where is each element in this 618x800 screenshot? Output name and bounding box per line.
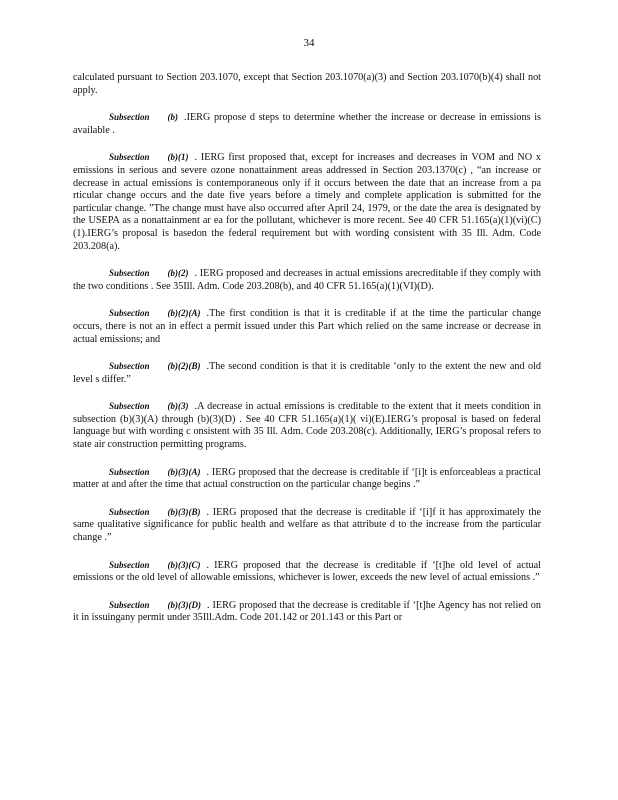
subsection-label: Subsection [109, 466, 150, 477]
paragraph [73, 72, 541, 97]
subsection-number: (b)(3)(D) [167, 599, 201, 610]
subsection-number: (b)(1) [167, 152, 189, 163]
paragraph [73, 111, 541, 137]
paragraph [73, 559, 541, 585]
subsection-number: (b)(3)(A) [167, 466, 201, 477]
subsection-label: Subsection [109, 268, 150, 279]
paragraph [73, 466, 541, 492]
paragraph-text: .IERG propose d steps to determine whether the increase or decrease in emissions is available . [73, 112, 541, 136]
document-body [73, 72, 541, 639]
paragraph-text: . IERG proposed that the decrease is creditable if ‘[i]t is enforceableas a practical matter at and after the time that actual construction on the particular change begins .” [73, 466, 541, 491]
paragraph-text: . IERG proposed and decreases in actual emissions arecreditable if they comply with the two conditions . See 35Ill. Adm. Code 203.208(b), and 40 CFR 51.165(a)(1)(VI)(D). [73, 268, 541, 292]
subsection-label: Subsection [109, 361, 150, 372]
subsection-label: Subsection [109, 152, 150, 163]
paragraph-text: . IERG proposed that the decrease is creditable if ‘[i]f it has approximately the same qualitative significance for public health and welfare as that attribute d to the increase from the particular change .” [73, 506, 541, 544]
subsection-number: (b)(2)(A) [167, 308, 201, 319]
subsection-label: Subsection [109, 599, 150, 610]
paragraph-text: . IERG proposed that the decrease is creditable if ‘[t]he old level of actual emissions or the old level of allowable emissions, whichever is lower, exceeds the new level of actual emissions .” [73, 559, 541, 584]
subsection-label: Subsection [109, 559, 150, 570]
subsection-number: (b)(2)(B) [167, 361, 201, 372]
page-number: 34 [303, 37, 315, 49]
subsection-label: Subsection [109, 112, 150, 123]
paragraph-text: calculated pursuant to Section 203.1070, except that Section 203.1070(a)(3) and Section 203.1070(b)(4) shall not apply. [73, 72, 541, 96]
subsection-number: (b)(2) [167, 268, 189, 279]
paragraph [73, 360, 541, 386]
paragraph [73, 400, 541, 451]
paragraph-text: .The second condition is that it is creditable ‘only to the extent the new and old level s differ.” [73, 361, 541, 385]
subsection-number: (b)(3)(B) [167, 506, 201, 517]
subsection-label: Subsection [109, 506, 150, 517]
subsection-number: (b)(3)(C) [167, 559, 201, 570]
paragraph [73, 307, 541, 346]
subsection-number: (b)(3) [167, 401, 189, 412]
paragraph [73, 267, 541, 293]
paragraph [73, 506, 541, 545]
subsection-number: (b) [167, 112, 179, 123]
subsection-label: Subsection [109, 401, 150, 412]
paragraph [73, 151, 541, 253]
paragraph-text: . IERG proposed that the decrease is creditable if ‘[t]he Agency has not relied on it in issuingany permit under 35Ill.Adm. Code 201.142 or 201.143 or this Part or [73, 599, 541, 624]
paragraph-text: . IERG first proposed that, except for increases and decreases in VOM and NO x emissions in serious and severe ozone nonattainment areas addressed in Section 203.1370(c) , “an increase or decrease in actual emissions is contemporaneous only if it occurs between the date that an increase from a pa rticular change occurs and the date five years before a timely and complete application is submitted for the particular change. ”The change must have also occurred after April 24, 1979, or the date the area is designated by the USEPA as a nonattainment ar ea for the pollutant, whichever is more recent. See 40 CFR 51.165(a)(1)(vi)(C)(1).IERG’s proposal is basedon the federal requirement but with wording consistent with 35 Ill. Adm. Code 203.208(a). [73, 152, 541, 252]
paragraph-text: .A decrease in actual emissions is creditable to the extent that it meets condition in subsection (b)(3)(A) through (b)(3)(D) . See 40 CFR 51.165(a)(1)( vi)(E).IERG’s proposal is based on federal language but with wording c onsistent with 35 Ill. Adm. Code 203.208(c). Additionally, IERG’s proposal refers to state air construction permitting programs. [73, 401, 541, 451]
subsection-label: Subsection [109, 308, 150, 319]
paragraph-text: .The first condition is that it is creditable if at the time the particular change occurs, there is not an in effect a permit issued under this Part which relied on the same increase or decrease in actual emissions; and [73, 308, 541, 345]
paragraph [73, 599, 541, 625]
